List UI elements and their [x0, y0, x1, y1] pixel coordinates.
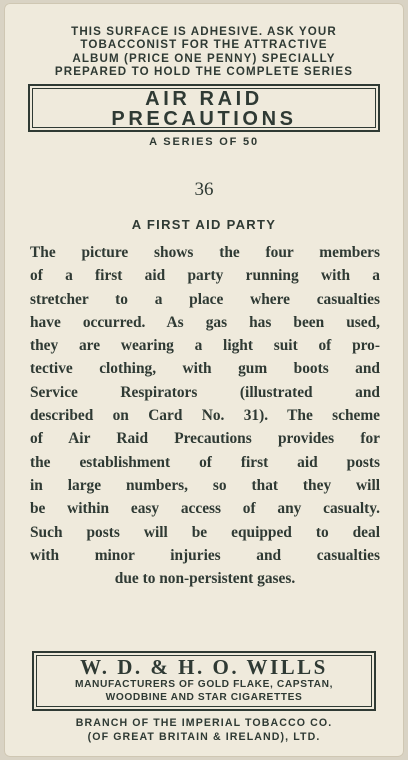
notice-line: TOBACCONIST FOR THE ATTRACTIVE	[80, 38, 328, 52]
description-line: Such posts will be equipped to deal	[30, 523, 380, 541]
branch-notice	[4, 716, 404, 744]
description-line: stretcher to a place where casualties	[30, 290, 380, 308]
description-line: due to non-persistent gases.	[114, 570, 296, 588]
description-line: tective clothing, with gum boots and	[30, 360, 380, 378]
adhesive-notice	[4, 25, 404, 78]
series-title-line-2: PRECAUTIONS	[111, 108, 297, 130]
card-number: 36	[194, 179, 214, 200]
notice-line: THIS SURFACE IS ADHESIVE. ASK YOUR	[71, 25, 337, 38]
branch-line-1: BRANCH OF THE IMPERIAL TOBACCO CO.	[75, 717, 333, 729]
manufacturer-box	[32, 651, 376, 711]
description-line: be within easy access of any casualty.	[30, 500, 380, 518]
series-title-box	[28, 84, 380, 132]
manufacturer-brands-line-1: MANUFACTURERS OF GOLD FLAKE, CAPSTAN,	[74, 679, 333, 690]
description-line: of a first aid party running with a	[30, 267, 380, 285]
card-heading: A FIRST AID PARTY	[131, 217, 277, 232]
notice-line: PREPARED TO HOLD THE COMPLETE SERIES	[54, 64, 354, 78]
description-line: The picture shows the four members	[30, 244, 380, 261]
description-line: described on Card No. 31). The scheme	[30, 407, 380, 425]
description-line: of Air Raid Precautions provides for	[30, 430, 380, 448]
cigarette-card-back	[4, 3, 404, 757]
description-line: with minor injuries and casualties	[30, 546, 380, 564]
description-line: Service Respirators (illustrated and	[30, 383, 380, 401]
manufacturer-brands-line-2: WOODBINE AND STAR CIGARETTES	[105, 692, 303, 703]
notice-line: ALBUM (PRICE ONE PENNY) SPECIALLY	[72, 51, 336, 65]
description-line: in large numbers, so that they will	[30, 476, 380, 494]
description-line: have occurred. As gas has been used,	[30, 313, 380, 331]
card-description	[30, 241, 380, 590]
branch-line-2: (OF GREAT BRITAIN & IRELAND), LTD.	[87, 731, 321, 743]
manufacturer-name: W. D. & H. O. WILLS	[80, 655, 328, 679]
series-count: A SERIES OF 50	[149, 136, 259, 148]
series-title-line-1: AIR RAID	[145, 88, 263, 110]
description-line: they are wearing a light suit of pro-	[30, 337, 380, 355]
description-line: the establishment of first aid posts	[30, 453, 380, 471]
